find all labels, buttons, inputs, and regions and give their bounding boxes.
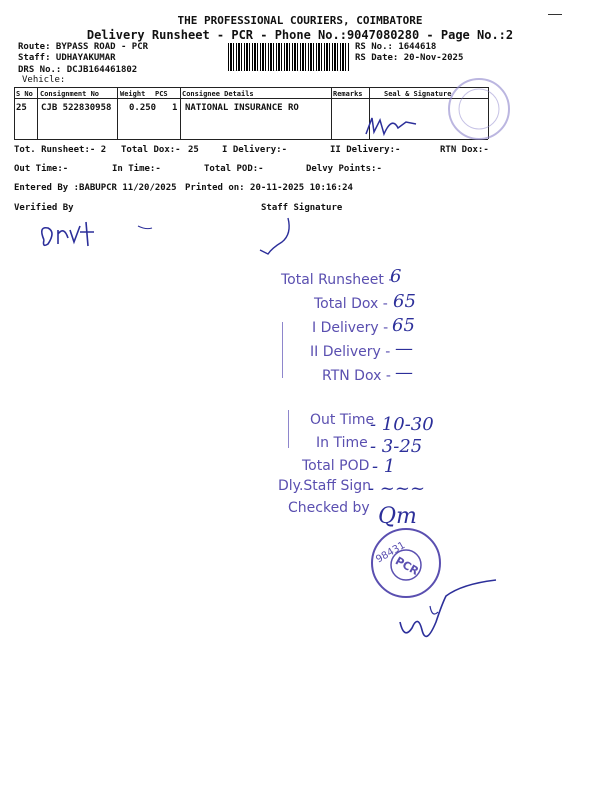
hw-in-time: - 3-25 xyxy=(370,436,423,457)
hw-out-time: - 10-30 xyxy=(370,414,434,435)
stamp-in-time: In Time xyxy=(316,435,368,451)
stamp-dly-staff-sign: Dly.Staff Sign xyxy=(278,478,371,494)
stamp-checked-by: Checked by xyxy=(288,500,370,516)
hw-total-pod: - 1 xyxy=(372,456,396,477)
col-sno: S No xyxy=(16,90,33,98)
stamp-total-pod: Total POD xyxy=(302,458,370,474)
delvy-points: Delvy Points:- xyxy=(306,164,382,174)
hw-total-dox: 65 xyxy=(393,291,416,312)
row-weight: 0.250 xyxy=(129,103,157,113)
stamp-i-delivery: I Delivery - xyxy=(312,320,389,336)
route-label: Route: BYPASS ROAD - PCR xyxy=(18,42,149,52)
hw-ii-delivery: — xyxy=(395,338,413,359)
hw-i-delivery: 65 xyxy=(392,315,415,336)
stamp-ii-delivery: II Delivery - xyxy=(310,344,391,360)
staff-label: Staff: UDHAYAKUMAR xyxy=(18,53,116,63)
hw-dly-staff-sign: - ~~~ xyxy=(368,478,426,499)
row-consignee: NATIONAL INSURANCE RO xyxy=(185,103,299,113)
col-consignee: Consignee Details xyxy=(182,90,254,98)
hw-rtn-dox: — xyxy=(395,362,413,383)
seal-number: 98431 xyxy=(374,540,408,566)
runsheet-title: Delivery Runsheet - PCR - Phone No.:9047080280 - Page No.:2 xyxy=(86,28,514,42)
vehicle-label: Vehicle: xyxy=(22,75,66,85)
seal-stamp-top xyxy=(444,74,514,144)
total-dox-label: Total Dox:- xyxy=(121,145,181,155)
stamp-rtn-dox: RTN Dox - xyxy=(322,368,391,384)
tot-runsheet: Tot. Runsheet:- 2 xyxy=(14,145,107,155)
total-pod: Total POD:- xyxy=(204,164,264,174)
stamp-total-dox: Total Dox - xyxy=(314,296,388,312)
total-dox-value: 25 xyxy=(188,145,199,155)
rtn-dox: RTN Dox:- xyxy=(440,145,489,155)
verified-by: Verified By xyxy=(14,203,74,213)
barcode xyxy=(228,43,350,71)
hw-total-runsheet: 6 xyxy=(390,266,402,287)
col-pcs: PCS xyxy=(155,90,168,98)
i-delivery: I Delivery:- xyxy=(222,145,288,155)
staff-signature: Staff Signature xyxy=(261,203,343,213)
row-consignment: CJB 522830958 xyxy=(41,103,112,113)
row-sno: 25 xyxy=(16,103,27,113)
in-time: In Time:- xyxy=(112,164,161,174)
ii-delivery: II Delivery:- xyxy=(330,145,401,155)
entered-by: Entered By :BABUPCR 11/20/2025 xyxy=(14,183,177,193)
drs-label: DRS No.: DCJB164461802 xyxy=(18,65,138,75)
rs-number: RS No.: 1644618 xyxy=(355,42,437,52)
stamp-total-runsheet: Total Runsheet - xyxy=(281,272,394,288)
company-name: THE PROFESSIONAL COURIERS, COIMBATORE xyxy=(177,14,423,27)
col-weight: Weight xyxy=(120,90,146,98)
staff-signature-mark xyxy=(252,214,302,260)
printed-on: Printed on: 20-11-2025 10:16:24 xyxy=(185,183,353,193)
col-seal: Seal & Signature xyxy=(384,90,452,98)
seal-code: PCR xyxy=(392,554,421,578)
row-signature xyxy=(362,112,422,138)
col-remarks: Remarks xyxy=(333,90,363,98)
verified-signature xyxy=(34,216,164,256)
row-pcs: 1 xyxy=(172,103,178,113)
rs-date: RS Date: 20-Nov-2025 xyxy=(355,53,464,63)
seal-signature xyxy=(392,566,502,656)
hw-checked-by: Qm xyxy=(378,504,417,529)
stamp-out-time: Out Time xyxy=(310,412,375,428)
col-consignment: Consignment No xyxy=(40,90,100,98)
out-time: Out Time:- xyxy=(14,164,69,174)
